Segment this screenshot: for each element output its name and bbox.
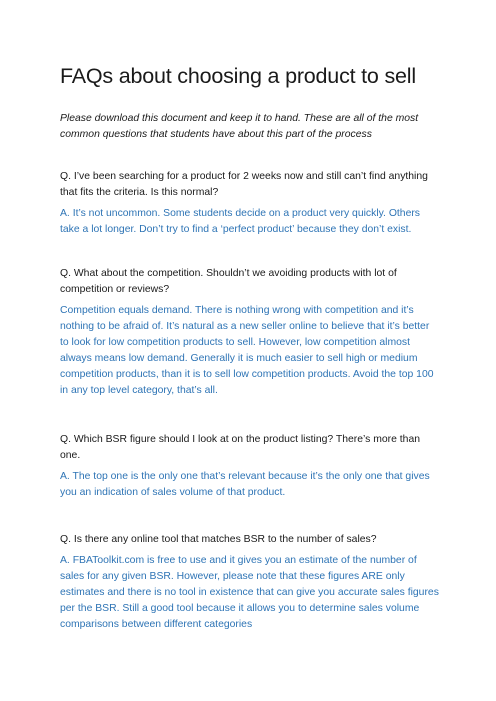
faq-question: Q. I’ve been searching for a product for 2 weeks now and still can’t find anything that fits the criteria. Is this normal? [60,171,428,198]
faq-question: Q. Is there any online tool that matches BSR to the number of sales? [60,534,377,545]
faq-answer: A. It’s not uncommon. Some students decide on a product very quickly. Others take a lot longer. Don’t try to find a ‘perfect product’ because they don’t exist. [60,208,421,235]
page-title: FAQs about choosing a product to sell [60,64,416,88]
faq-item [60,266,440,399]
faq-item [60,169,440,238]
document-page [60,62,440,633]
faq-item [60,532,440,633]
faq-item [60,432,440,501]
faq-question: Q. Which BSR figure should I look at on the product listing? There’s more than one. [60,434,421,461]
intro-text: Please download this document and keep it to hand. These are all of the most common questions that students have about this part of the process [60,113,419,140]
faq-answer: A. The top one is the only one that’s relevant because it’s the only one that gives you an indication of sales volume of that product. [60,471,430,498]
faq-answer: Competition equals demand. There is nothing wrong with competition and it’s nothing to be afraid of. It’s natural as a new seller online to believe that it’s better to look for low competition products to sell. However, low competition almost always means low demand. Generally it is much easier to sell high or medium competition products, than it is to sell low competition products. Avoid the top 100 in any top level category, that’s all. [60,305,434,396]
faq-question: Q. What about the competition. Shouldn’t we avoiding products with lot of competition or reviews? [60,268,397,295]
faq-answer: A. FBAToolkit.com is free to use and it gives you an estimate of the number of sales for any given BSR. However, please note that these figures ARE only estimates and there is no tool in existence that can give you accurate sales figures per the BSR. Still a good tool because it allows you to determine sales volume comparisons between different categories [60,555,439,630]
